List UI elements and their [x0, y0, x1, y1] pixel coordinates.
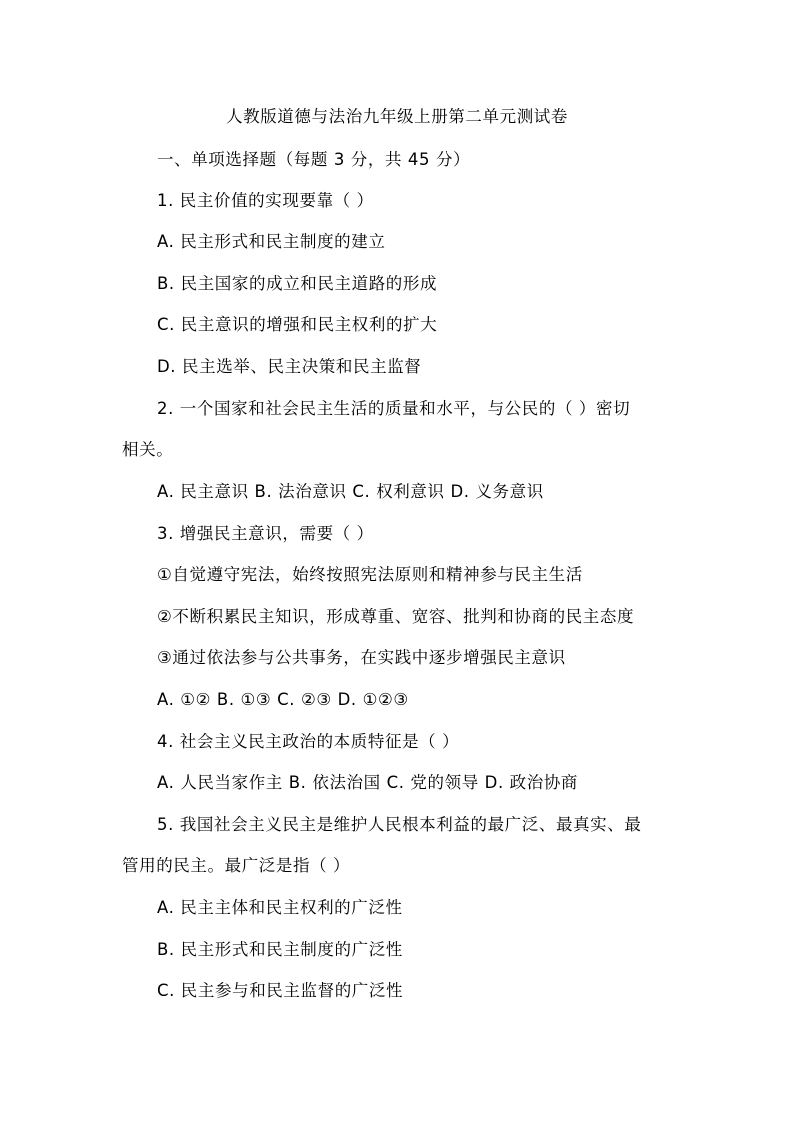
question-3-item-3: ③通过依法参与公共事务，在实践中逐步增强民主意识: [157, 648, 566, 667]
question-5-option-b: B. 民主形式和民主制度的广泛性: [157, 940, 403, 959]
question-4-options: A. 人民当家作主 B. 依法治国 C. 党的领导 D. 政治协商: [157, 773, 579, 792]
question-5-option-c: C. 民主参与和民主监督的广泛性: [157, 981, 404, 1000]
question-1-option-c: C. 民主意识的增强和民主权利的扩大: [157, 315, 438, 334]
question-3-item-1: ①自觉遵守宪法，始终按照宪法原则和精神参与民主生活: [157, 565, 583, 584]
question-4-stem: 4. 社会主义民主政治的本质特征是（ ）: [157, 732, 460, 751]
question-3-options: A. ①② B. ①③ C. ②③ D. ①②③: [157, 690, 409, 709]
question-2-stem-line-2: 相关。: [122, 440, 174, 459]
question-3-stem: 3. 增强民主意识，需要（ ）: [157, 524, 374, 543]
question-1-option-b: B. 民主国家的成立和民主道路的形成: [157, 274, 438, 293]
section-heading: 一、单项选择题（每题 3 分，共 45 分）: [157, 150, 471, 169]
question-1-option-d: D. 民主选举、民主决策和民主监督: [157, 357, 422, 376]
question-2-stem-line-1: 2. 一个国家和社会民主生活的质量和水平，与公民的（ ）密切: [157, 399, 631, 418]
question-1-option-a: A. 民主形式和民主制度的建立: [157, 232, 386, 251]
document-title: 人教版道德与法治九年级上册第二单元测试卷: [226, 107, 568, 126]
question-5-option-a: A. 民主主体和民主权利的广泛性: [157, 898, 403, 917]
question-5-stem-line-2: 管用的民主。最广泛是指（ ）: [122, 856, 351, 875]
question-1-stem: 1. 民主价值的实现要靠（ ）: [157, 191, 374, 210]
question-5-stem-line-1: 5. 我国社会主义民主是维护人民根本利益的最广泛、最真实、最: [157, 815, 642, 834]
question-3-item-2: ②不断积累民主知识，形成尊重、宽容、批判和协商的民主态度: [157, 607, 635, 626]
question-2-options: A. 民主意识 B. 法治意识 C. 权利意识 D. 义务意识: [157, 482, 544, 501]
